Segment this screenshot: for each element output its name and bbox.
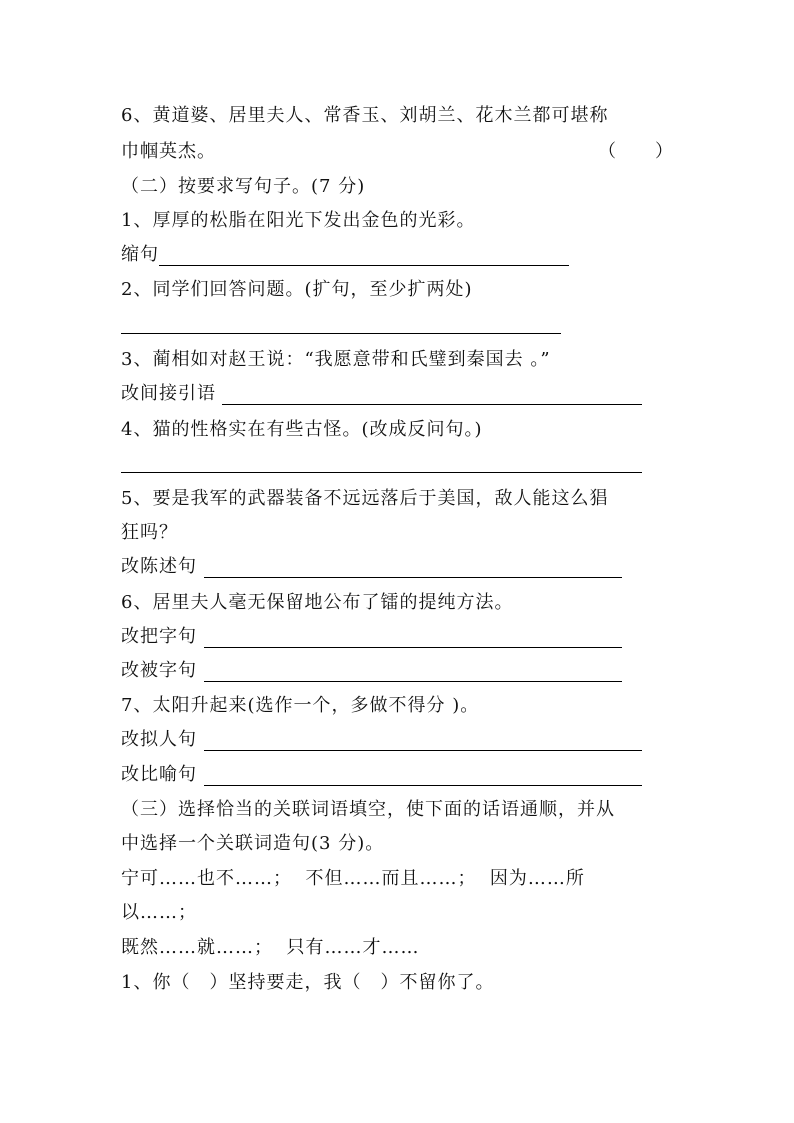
s2-item3-text: 3、蔺相如对赵王说：“我愿意带和氏璧到秦国去 。” — [121, 349, 551, 370]
section3-q1: 1、你（ ）坚持要走，我（ ）不留你了。 — [121, 972, 495, 993]
q6-answer-paren[interactable]: （ ） — [598, 141, 674, 162]
s2-item6-answer-line-b[interactable] — [204, 681, 622, 682]
s2-item5-line1: 5、要是我军的武器装备不远远落后于美国，敌人能这么猖 — [121, 488, 609, 509]
section3-heading-line2: 中选择一个关联词造句(3 分)。 — [121, 833, 385, 854]
s2-item5-line2: 狂吗？ — [121, 522, 178, 543]
s2-item6-text: 6、居里夫人毫无保留地公布了镭的提纯方法。 — [121, 592, 514, 613]
s2-item1-answer-line[interactable] — [159, 265, 569, 266]
section3-heading-line1: （三）选择恰当的关联词语填空，使下面的话语通顺，并从 — [121, 799, 615, 820]
s2-item1-label: 缩句 — [121, 244, 159, 265]
s2-item7-label-b: 改比喻句 — [121, 764, 197, 785]
s2-item7-label-a: 改拟人句 — [121, 729, 197, 750]
s2-item4-answer-line[interactable] — [121, 472, 642, 473]
s2-item3-answer-line[interactable] — [222, 404, 642, 405]
q6-line1: 6、黄道婆、居里夫人、常香玉、刘胡兰、花木兰都可堪称 — [121, 105, 609, 126]
s2-item6-answer-line-a[interactable] — [204, 647, 622, 648]
s2-item6-label-a: 改把字句 — [121, 626, 197, 647]
s2-item2-answer-line[interactable] — [121, 333, 561, 334]
s2-item5-label: 改陈述句 — [121, 556, 197, 577]
s2-item7-text: 7、太阳升起来(选作一个，多做不得分 )。 — [121, 695, 480, 716]
s2-item2-text: 2、同学们回答问题。(扩句，至少扩两处) — [121, 279, 473, 300]
section3-options-line3: 既然……就……； 只有……才…… — [121, 937, 420, 958]
s2-item3-label: 改间接引语 — [121, 383, 216, 404]
s2-item1-text: 1、厚厚的松脂在阳光下发出金色的光彩。 — [121, 210, 476, 231]
s2-item5-answer-line[interactable] — [204, 577, 622, 578]
s2-item6-label-b: 改被字句 — [121, 660, 197, 681]
q6-line2: 巾帼英杰。 — [121, 141, 216, 162]
section2-heading: （二）按要求写句子。(7 分) — [121, 176, 366, 197]
section3-options-line1: 宁可……也不……； 不但……而且……； 因为……所 — [121, 868, 585, 889]
s2-item7-answer-line-a[interactable] — [204, 750, 642, 751]
section3-options-line2: 以……； — [121, 902, 197, 923]
s2-item7-answer-line-b[interactable] — [204, 785, 642, 786]
s2-item4-text: 4、猫的性格实在有些古怪。(改成反问句。) — [121, 419, 483, 440]
